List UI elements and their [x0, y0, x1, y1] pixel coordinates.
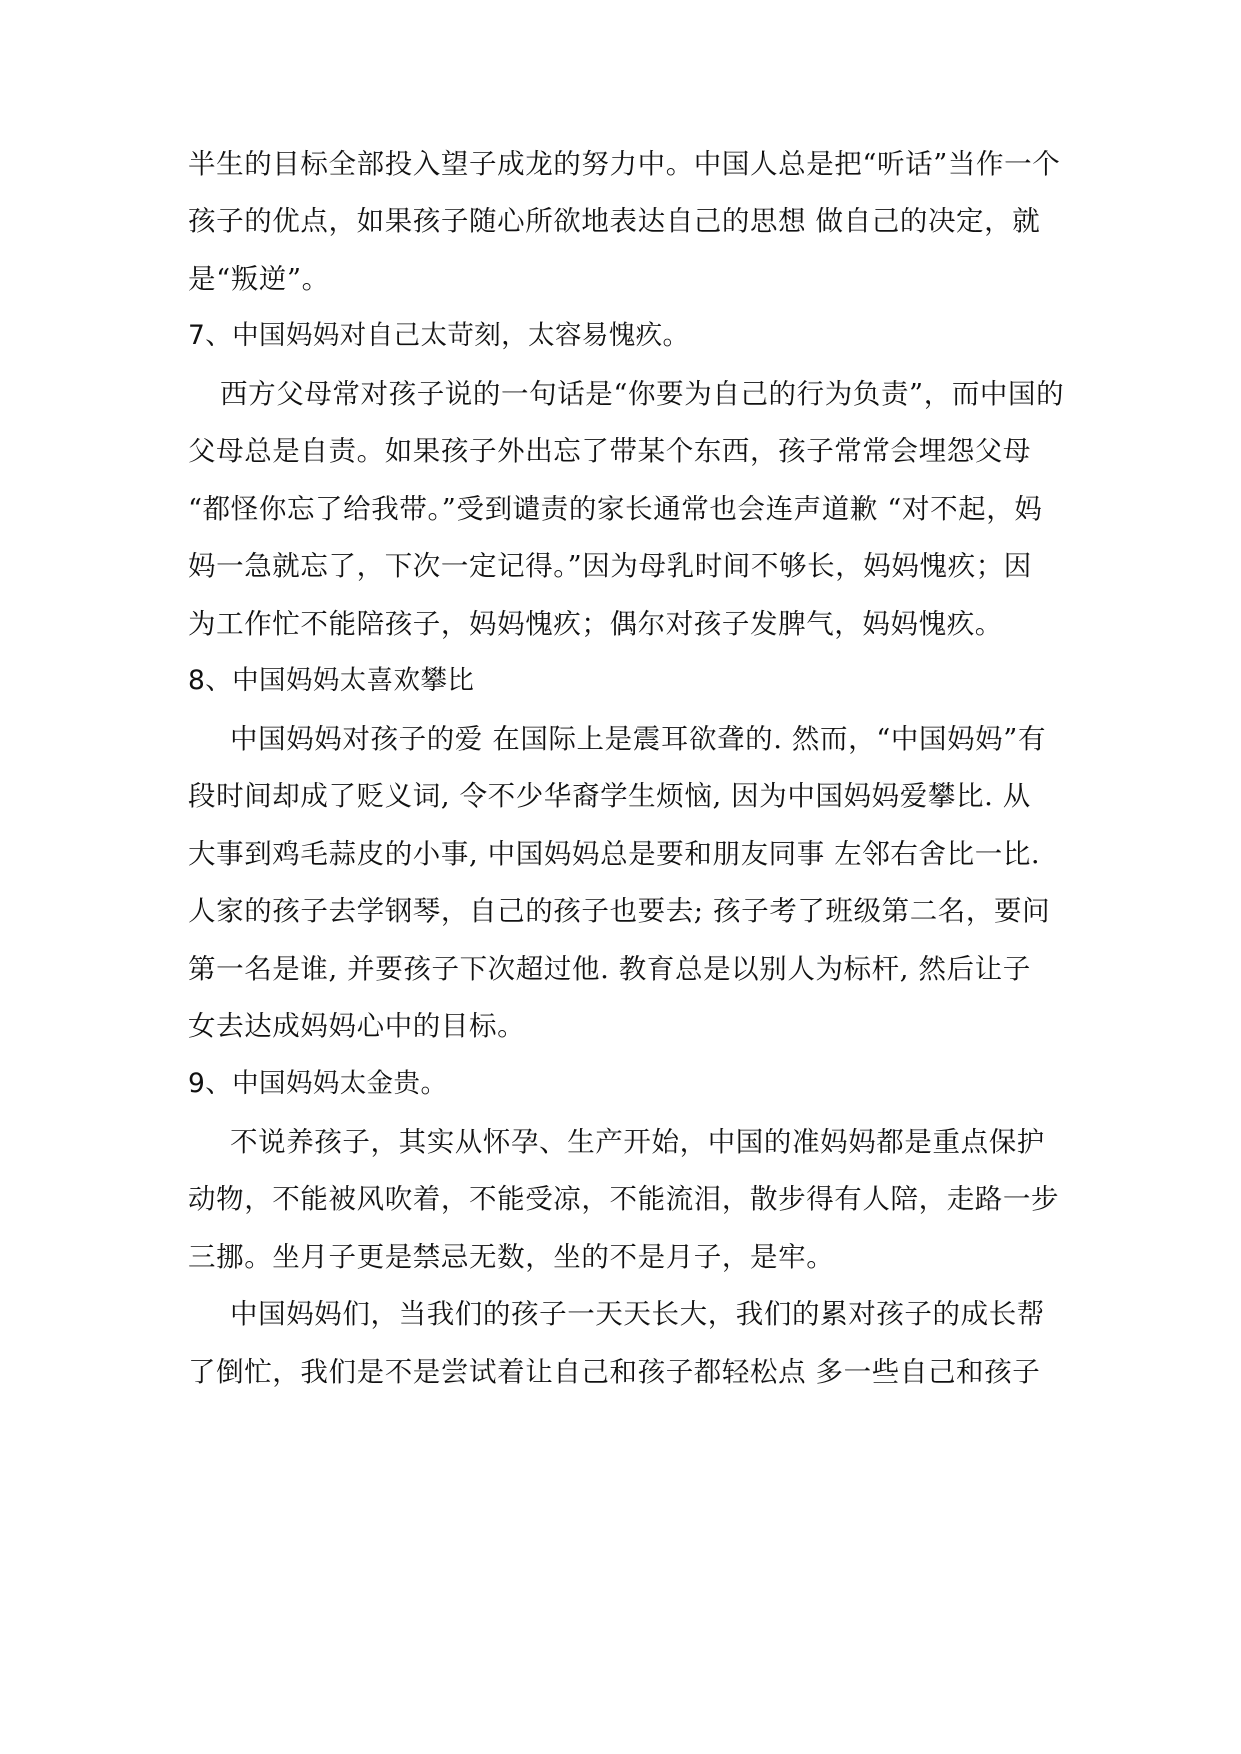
text-line: 段时间却成了贬义词, 令不少华裔学生烦恼, 因为中国妈妈爱攀比. 从	[188, 780, 1031, 812]
text-line: 中国妈妈对孩子的爱 在国际上是震耳欲聋的. 然而，“中国妈妈”有	[230, 723, 1047, 755]
text-line: 人家的孩子去学钢琴，自己的孩子也要去; 孩子考了班级第二名，要问	[188, 895, 1051, 927]
section-heading-8: 8、中国妈妈太喜欢攀比	[188, 665, 475, 696]
text-line: 是“叛逆”。	[188, 263, 330, 295]
text-line: 中国妈妈们，当我们的孩子一天天长大，我们的累对孩子的成长帮	[230, 1298, 1045, 1330]
text-line: 动物，不能被风吹着，不能受凉，不能流泪，散步得有人陪，走路一步	[188, 1183, 1060, 1215]
text-line: 了倒忙，我们是不是尝试着让自己和孩子都轻松点 多一些自己和孩子	[188, 1356, 1041, 1388]
section-heading-7: 7、中国妈妈对自己太苛刻，太容易愧疚。	[188, 320, 690, 351]
text-line: 妈一急就忘了，下次一定记得。”因为母乳时间不够长，妈妈愧疚；因	[188, 550, 1032, 582]
text-line: “都怪你忘了给我带。”受到谴责的家长通常也会连声道歉 “对不起，妈	[188, 493, 1043, 525]
text-line: 孩子的优点，如果孩子随心所欲地表达自己的思想 做自己的决定，就	[188, 205, 1041, 237]
text-line: 三挪。坐月子更是禁忌无数，坐的不是月子，是牢。	[188, 1241, 835, 1273]
text-line: 西方父母常对孩子说的一句话是“你要为自己的行为负责”，而中国的	[220, 378, 1065, 410]
text-line: 女去达成妈妈心中的目标。	[188, 1010, 526, 1042]
text-line: 为工作忙不能陪孩子，妈妈愧疚；偶尔对孩子发脾气，妈妈愧疚。	[188, 608, 1003, 640]
text-line: 父母总是自责。如果孩子外出忘了带某个东西，孩子常常会埋怨父母	[188, 435, 1031, 467]
text-line: 半生的目标全部投入望子成龙的努力中。中国人总是把“听话”当作一个	[188, 148, 1061, 180]
text-line: 不说养孩子，其实从怀孕、生产开始，中国的准妈妈都是重点保护	[230, 1126, 1045, 1158]
text-line: 大事到鸡毛蒜皮的小事, 中国妈妈总是要和朋友同事 左邻右舍比一比.	[188, 838, 1041, 870]
text-line: 第一名是谁, 并要孩子下次超过他. 教育总是以别人为标杆, 然后让子	[188, 953, 1031, 985]
section-heading-9: 9、中国妈妈太金贵。	[188, 1068, 448, 1099]
